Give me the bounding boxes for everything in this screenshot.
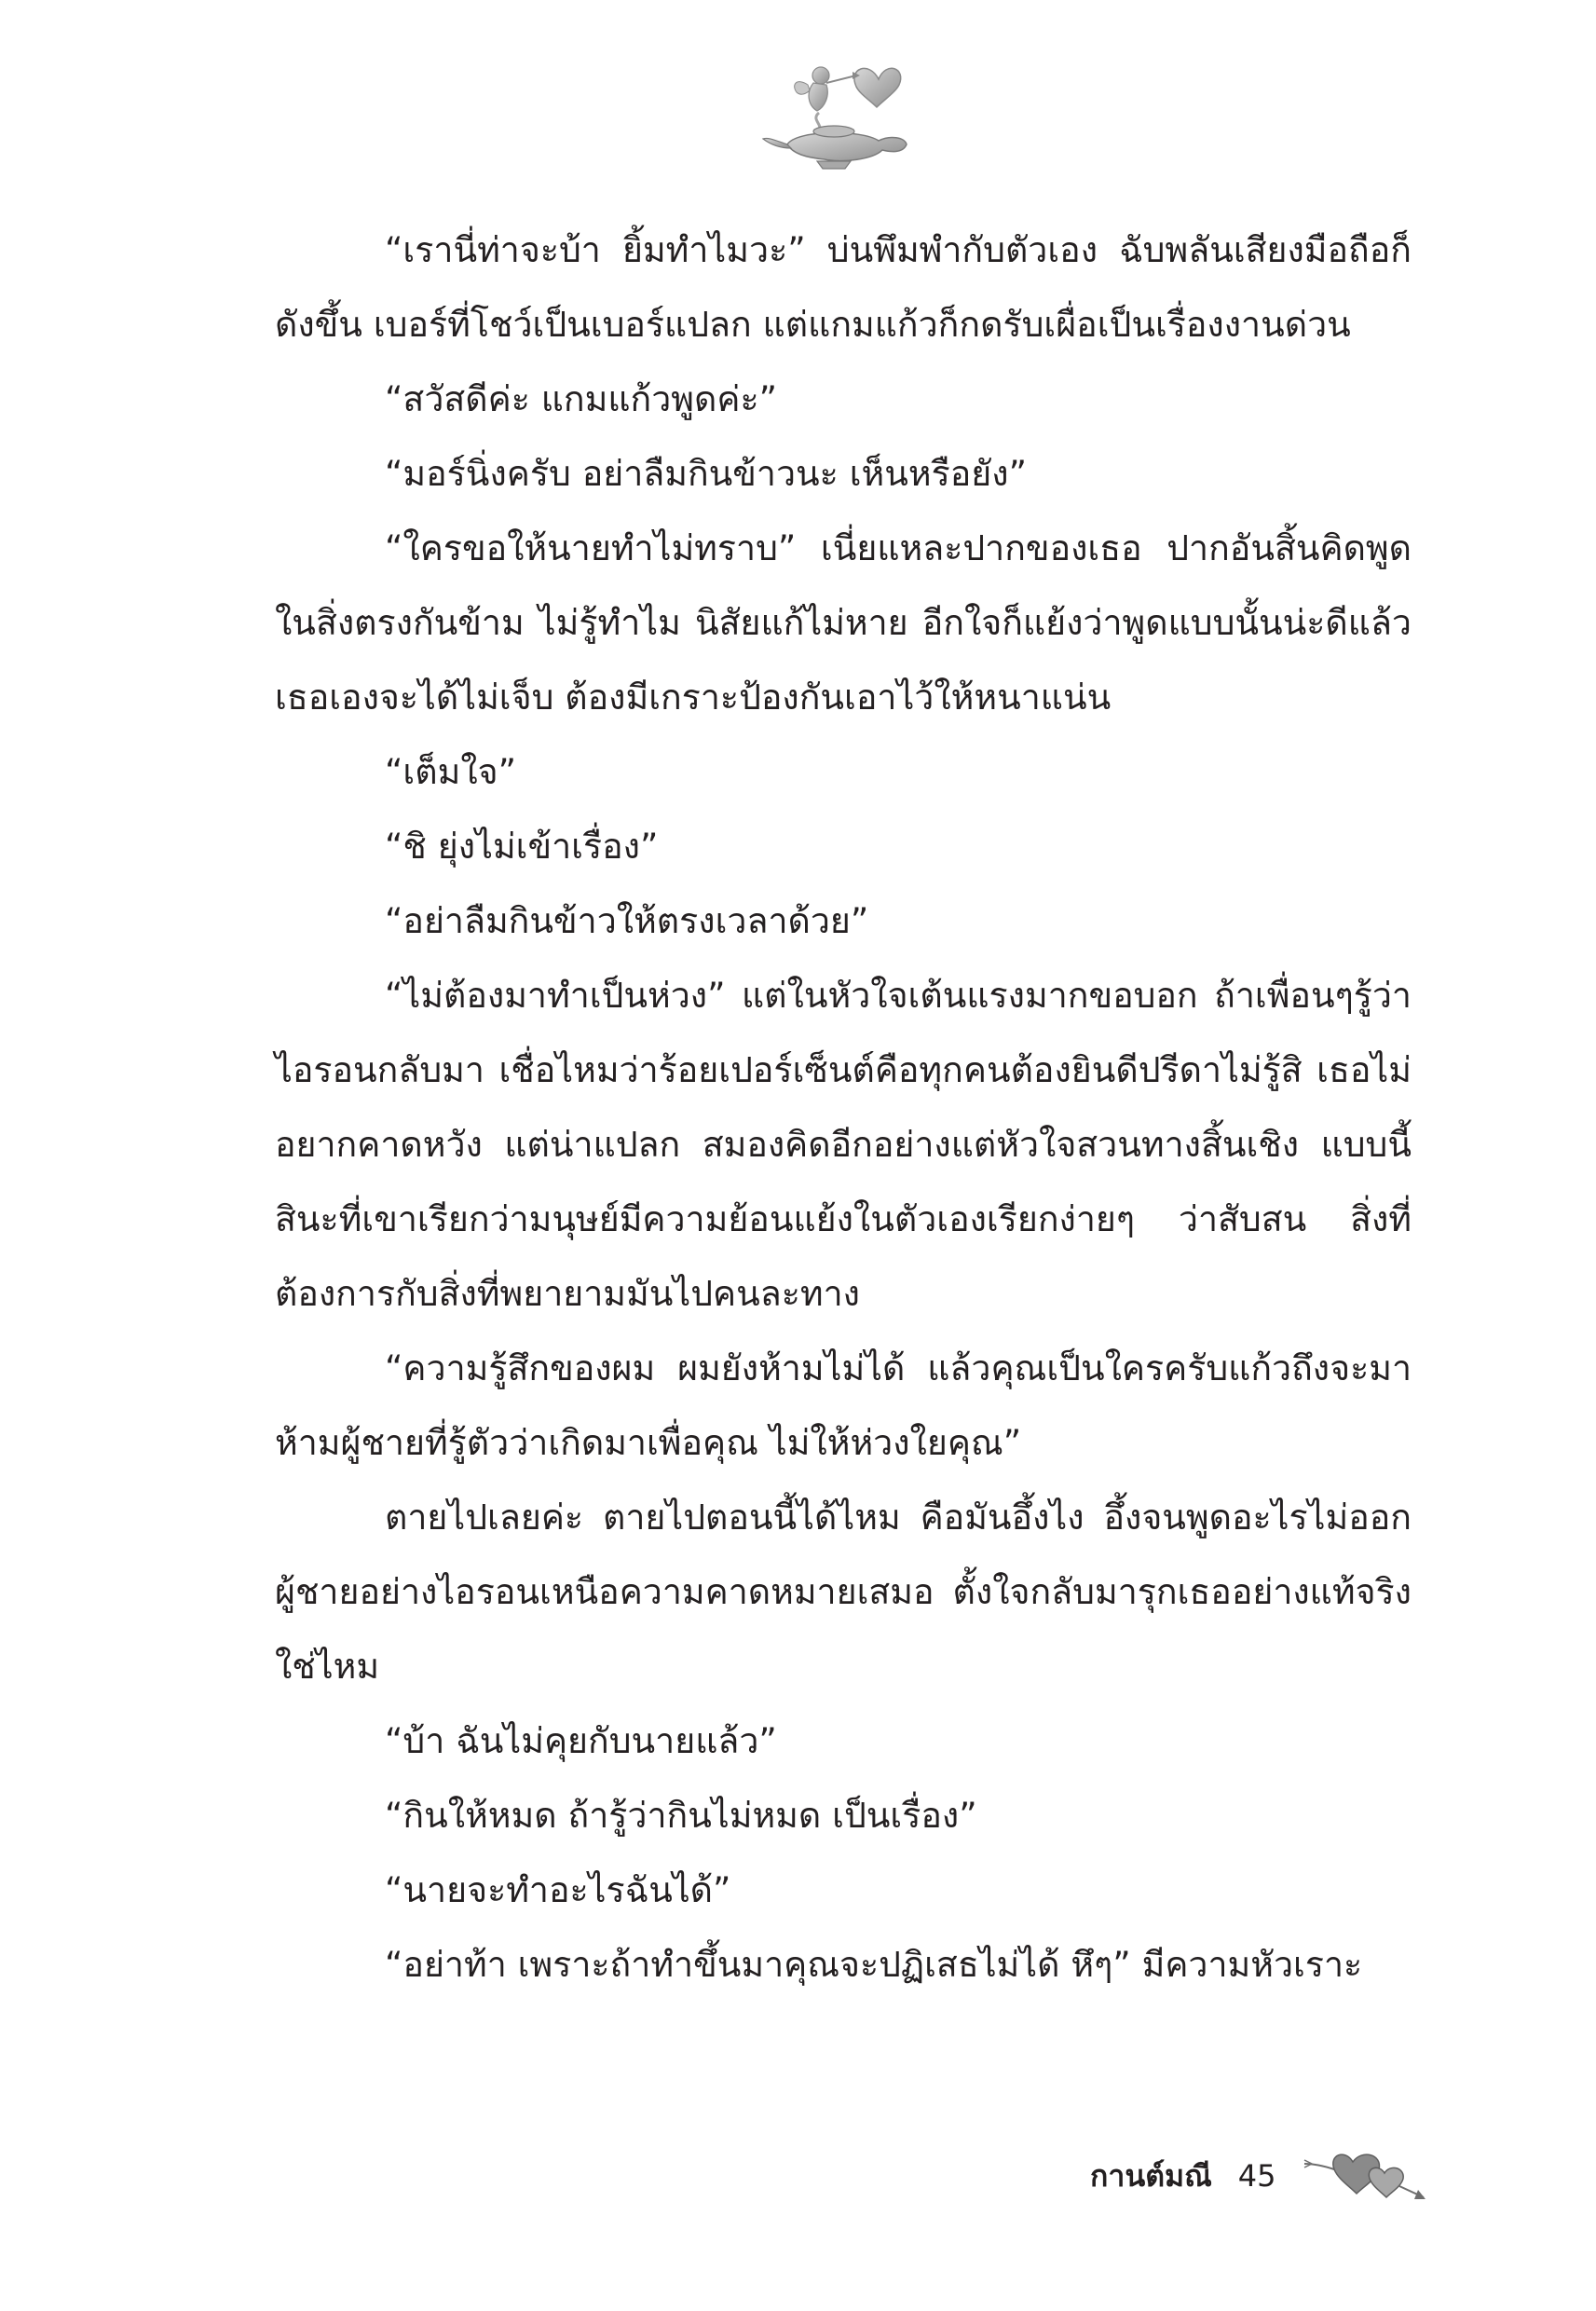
paragraph: “มอร์นิ่งครับ อย่าลืมกินข้าวนะ เห็นหรือยัง” <box>385 453 1028 494</box>
paragraph: “อย่าท้า เพราะถ้าทำขึ้นมาคุณจะปฏิเสธไม่ได้ หึๆ” มีความหัวเราะ <box>385 1944 1363 1985</box>
page-footer <box>1090 2143 1428 2208</box>
paragraph: ตายไปเลยค่ะ ตายไปตอนนี้ได้ไหม คือมันอึ้งไง อึ้งจนพูดอะไรไม่ออก ผู้ชายอย่างไอรอนเหนือความคาดหมายเสมอ ตั้งใจกลับมารุกเธออย่างแท้จริงใช่ไหม <box>275 1497 1412 1687</box>
paragraph: “ใครขอให้นายทำไม่ทราบ” เนี่ยแหละปากของเธอ ปากอันสิ้นคิดพูดในสิ่งตรงกันข้าม ไม่รู้ทำไม นิสัยแก้ไม่หาย อีกใจก็แย้งว่าพูดแบบนั้นน่ะดีแล้ว เธอเองจะได้ไม่เจ็บ ต้องมีเกราะป้องกันเอาไว้ให้หนาแน่น <box>275 527 1412 718</box>
body-text <box>275 212 1412 2002</box>
paragraph: “ไม่ต้องมาทำเป็นห่วง” แต่ในหัวใจเต้นแรงมากขอบอก ถ้าเพื่อนๆรู้ว่าไอรอนกลับมา เชื่อไหมว่าร้อยเปอร์เซ็นต์คือทุกคนต้องยินดีปรีดาไม่รู้สิ เธอไม่อยากคาดหวัง แต่น่าแปลก สมองคิดอีกอย่างแต่หัวใจสวนทางสิ้นเชิง แบบนี้สินะที่เขาเรียกว่ามนุษย์มีความย้อนแย้งในตัวเองเรียกง่ายๆ ว่าสับสน สิ่งที่ต้องการกับสิ่งที่พยายามมันไปคนละทาง <box>275 975 1412 1314</box>
paragraph: “นายจะทำอะไรฉันได้” <box>385 1869 731 1910</box>
paragraph: “เต็มใจ” <box>385 751 517 792</box>
genie-lamp-cupid-icon <box>759 51 918 172</box>
paragraph: “บ้า ฉันไม่คุยกับนายแล้ว” <box>385 1720 777 1761</box>
book-title: กานต์มณี <box>1090 2157 1212 2194</box>
paragraph: “อย่าลืมกินข้าวให้ตรงเวลาด้วย” <box>385 900 869 941</box>
paragraph: “ความรู้สึกของผม ผมยังห้ามไม่ได้ แล้วคุณเป็นใครครับแก้วถึงจะมาห้ามผู้ชายที่รู้ตัวว่าเกิดมาเพื่อคุณ ไม่ให้ห่วงใยคุณ” <box>275 1347 1412 1463</box>
hearts-arrow-icon <box>1303 2143 1428 2208</box>
paragraph: “กินให้หมด ถ้ารู้ว่ากินไม่หมด เป็นเรื่อง” <box>385 1795 977 1836</box>
paragraph: “ชิ ยุ่งไม่เข้าเรื่อง” <box>385 826 659 867</box>
paragraph: “สวัสดีค่ะ แกมแก้วพูดค่ะ” <box>385 378 778 419</box>
page-number: 45 <box>1237 2158 1276 2194</box>
paragraph: “เรานี่ท่าจะบ้า ยิ้มทำไมวะ” บ่นพึมพำกับตัวเอง ฉับพลันเสียงมือถือก็ดังขึ้น เบอร์ที่โชว์เป็นเบอร์แปลก แต่แกมแก้วก็กดรับเผื่อเป็นเรื่องงานด่วน <box>275 229 1412 345</box>
